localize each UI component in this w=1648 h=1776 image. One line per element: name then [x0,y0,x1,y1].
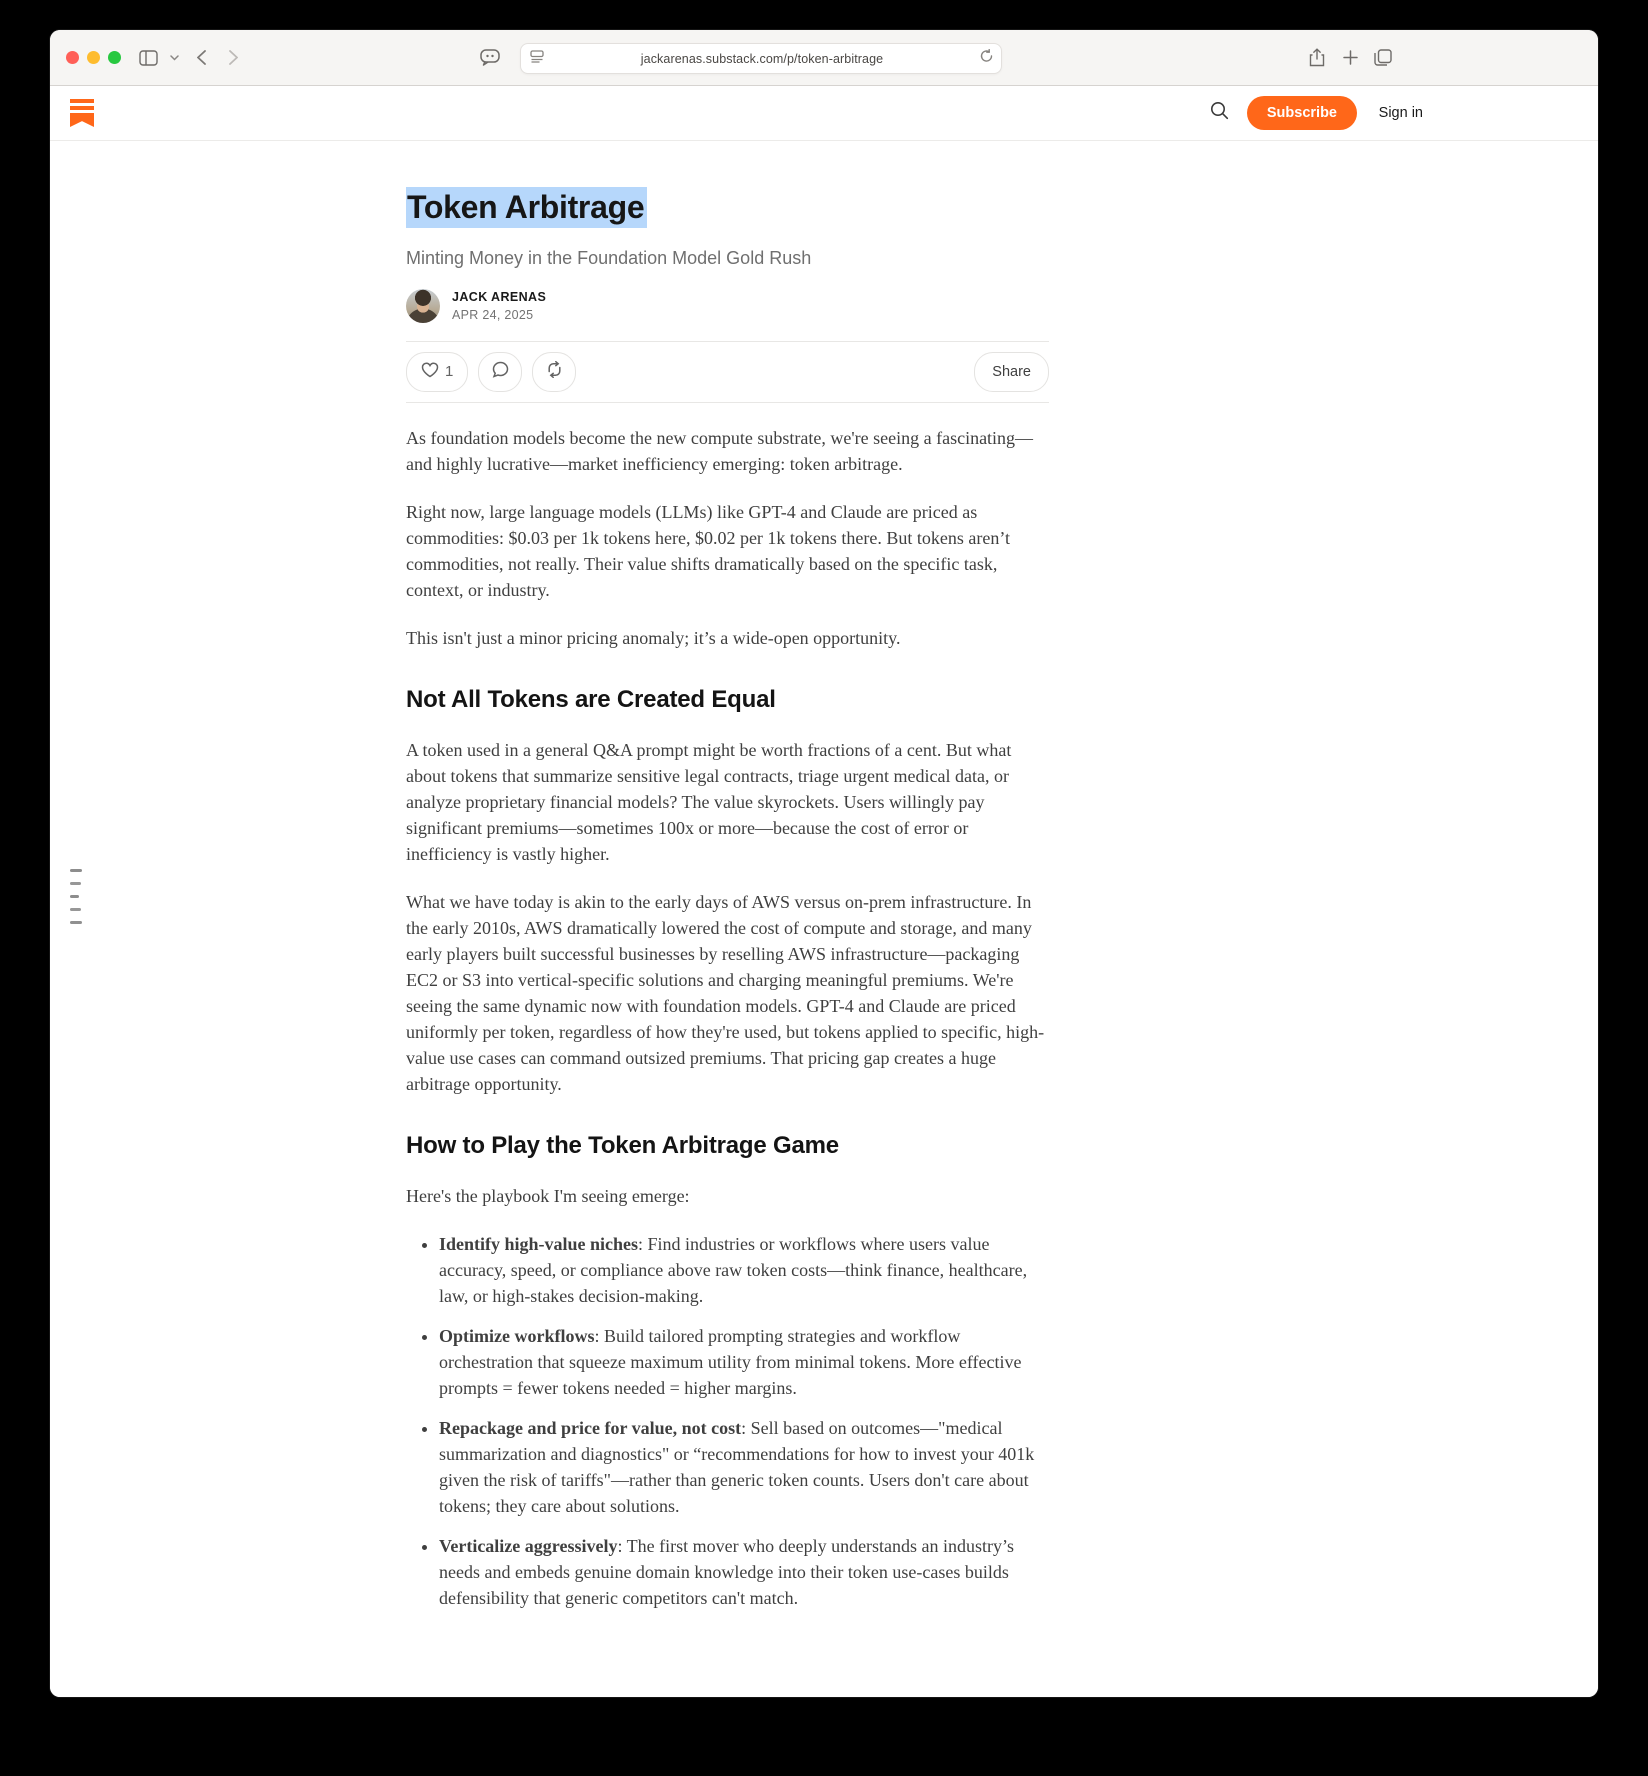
bullet-text: : Build tailored prompting strategies and workflow orchestration that squeeze maximum utility from minimal tokens. More effective prompts = fewer tokens needed = higher margins. [439,1325,1022,1398]
comment-icon [492,361,509,383]
toc-dash[interactable] [70,908,81,911]
back-icon[interactable] [190,30,212,85]
post-subtitle: Minting Money in the Foundation Model Gold Rush [406,247,812,268]
browser-window [50,30,1598,1697]
toc-dash[interactable] [70,921,82,924]
search-icon[interactable] [1210,101,1229,125]
list-item [439,1415,1049,1519]
paragraph: As foundation models become the new compute substrate, we're seeing a fascinating—and highly lucrative—market inefficiency emerging: token arbitrage. [406,427,1034,474]
bullet-text: : Sell based on outcomes—"medical summarization and diagnostics" or “recommendations for how to invest your 401k given the risk of tariffs"—rather than generic token counts. Users don't care about tokens; they care about solutions. [439,1417,1035,1516]
like-button[interactable] [406,352,468,392]
page-content [50,141,1598,1697]
restack-button[interactable] [532,352,576,392]
fullscreen-button[interactable] [108,51,121,64]
traffic-lights [66,51,121,64]
signin-link[interactable]: Sign in [1378,105,1423,121]
address-bar[interactable] [520,43,1002,74]
section-heading: Not All Tokens are Created Equal [406,685,776,713]
playbook-list [406,1231,1049,1611]
bullet-text: : Find industries or workflows where users value accuracy, speed, or compliance above raw token costs—think finance, healthcare, law, or high-stakes decision-making. [439,1233,1028,1306]
share-post-button[interactable]: Share [974,352,1049,392]
browser-toolbar [50,30,1598,86]
post-actions [406,352,1049,392]
paragraph: Right now, large language models (LLMs) like GPT-4 and Claude are priced as commodities: $0.03 per 1k tokens here, $0.02 per 1k tokens there. But tokens aren’t commodities, not really. Their value shifts dramatically based on the specific task, context, or industry. [406,501,1011,600]
bullet-lead: Verticalize aggressively [439,1535,618,1556]
post-title [406,188,1049,226]
paragraph: This isn't just a minor pricing anomaly; it’s a wide-open opportunity. [406,627,901,648]
chevron-down-icon[interactable] [166,30,182,85]
section-heading: How to Play the Token Arbitrage Game [406,1131,839,1159]
divider [406,341,1049,342]
paragraph: What we have today is akin to the early days of AWS versus on-prem infrastructure. In the early 2010s, AWS dramatically lowered the cost of compute and storage, and many early players built successful businesses by reselling AWS infrastructure—packaging EC2 or S3 into vertical-specific solutions and charging meaningful premiums. We're seeing the same dynamic now with foundation models. GPT-4 and Claude are priced uniformly per token, regardless of how they're used, but tokens applied to specific, high-value use cases can command outsized premiums. That pricing gap creates a huge arbitrage opportunity. [406,891,1045,1094]
forward-icon[interactable] [222,30,244,85]
extension-icon[interactable] [476,30,504,85]
author-name[interactable]: JACK ARENAS [452,289,547,304]
toc-dash[interactable] [70,869,82,872]
divider [406,402,1049,403]
heart-icon [421,362,439,382]
new-tab-icon[interactable] [1338,30,1362,85]
list-item [439,1323,1049,1401]
restack-icon [546,361,563,383]
reader-icon[interactable] [530,50,544,68]
tab-overview-icon[interactable] [1370,30,1396,85]
byline [406,289,1049,323]
list-item [439,1231,1049,1309]
reload-icon[interactable] [980,49,993,68]
article [406,141,1049,1611]
site-header [50,86,1598,141]
bullet-lead: Repackage and price for value, not cost [439,1417,742,1438]
paragraph: A token used in a general Q&A prompt might be worth fractions of a cent. But what about tokens that summarize sensitive legal contracts, triage urgent medical data, or analyze proprietary financial models? The value skyrockets. Users willingly pay significant premiums—sometimes 100x or more—because the cost of error or inefficiency is vastly higher. [406,739,1012,864]
selected-text: Token Arbitrage [406,187,647,228]
share-icon[interactable] [1305,30,1329,85]
author-meta [452,290,546,322]
url-text[interactable]: jackarenas.substack.com/p/token-arbitrage [640,51,884,66]
bullet-lead: Optimize workflows [439,1325,595,1346]
toc-dash[interactable] [70,882,81,885]
comment-button[interactable] [478,352,522,392]
like-count: 1 [445,363,454,381]
sidebar-toggle-icon[interactable] [136,30,160,85]
close-button[interactable] [66,51,79,64]
author-avatar[interactable] [406,289,440,323]
substack-logo[interactable] [70,99,94,127]
minimize-button[interactable] [87,51,100,64]
bullet-lead: Identify high-value niches [439,1233,639,1254]
paragraph: Here's the playbook I'm seeing emerge: [406,1185,690,1206]
post-date: APR 24, 2025 [452,307,534,322]
subscribe-button[interactable]: Subscribe [1247,96,1357,130]
bullet-text: : The first mover who deeply understands an industry’s needs and embeds genuine domain knowledge into their token use-cases builds defensibility that generic competitors can't match. [439,1535,1015,1608]
post-body [406,425,1049,1611]
toc-dash[interactable] [70,895,79,898]
toc-indicator[interactable] [70,869,82,924]
list-item [439,1533,1049,1611]
